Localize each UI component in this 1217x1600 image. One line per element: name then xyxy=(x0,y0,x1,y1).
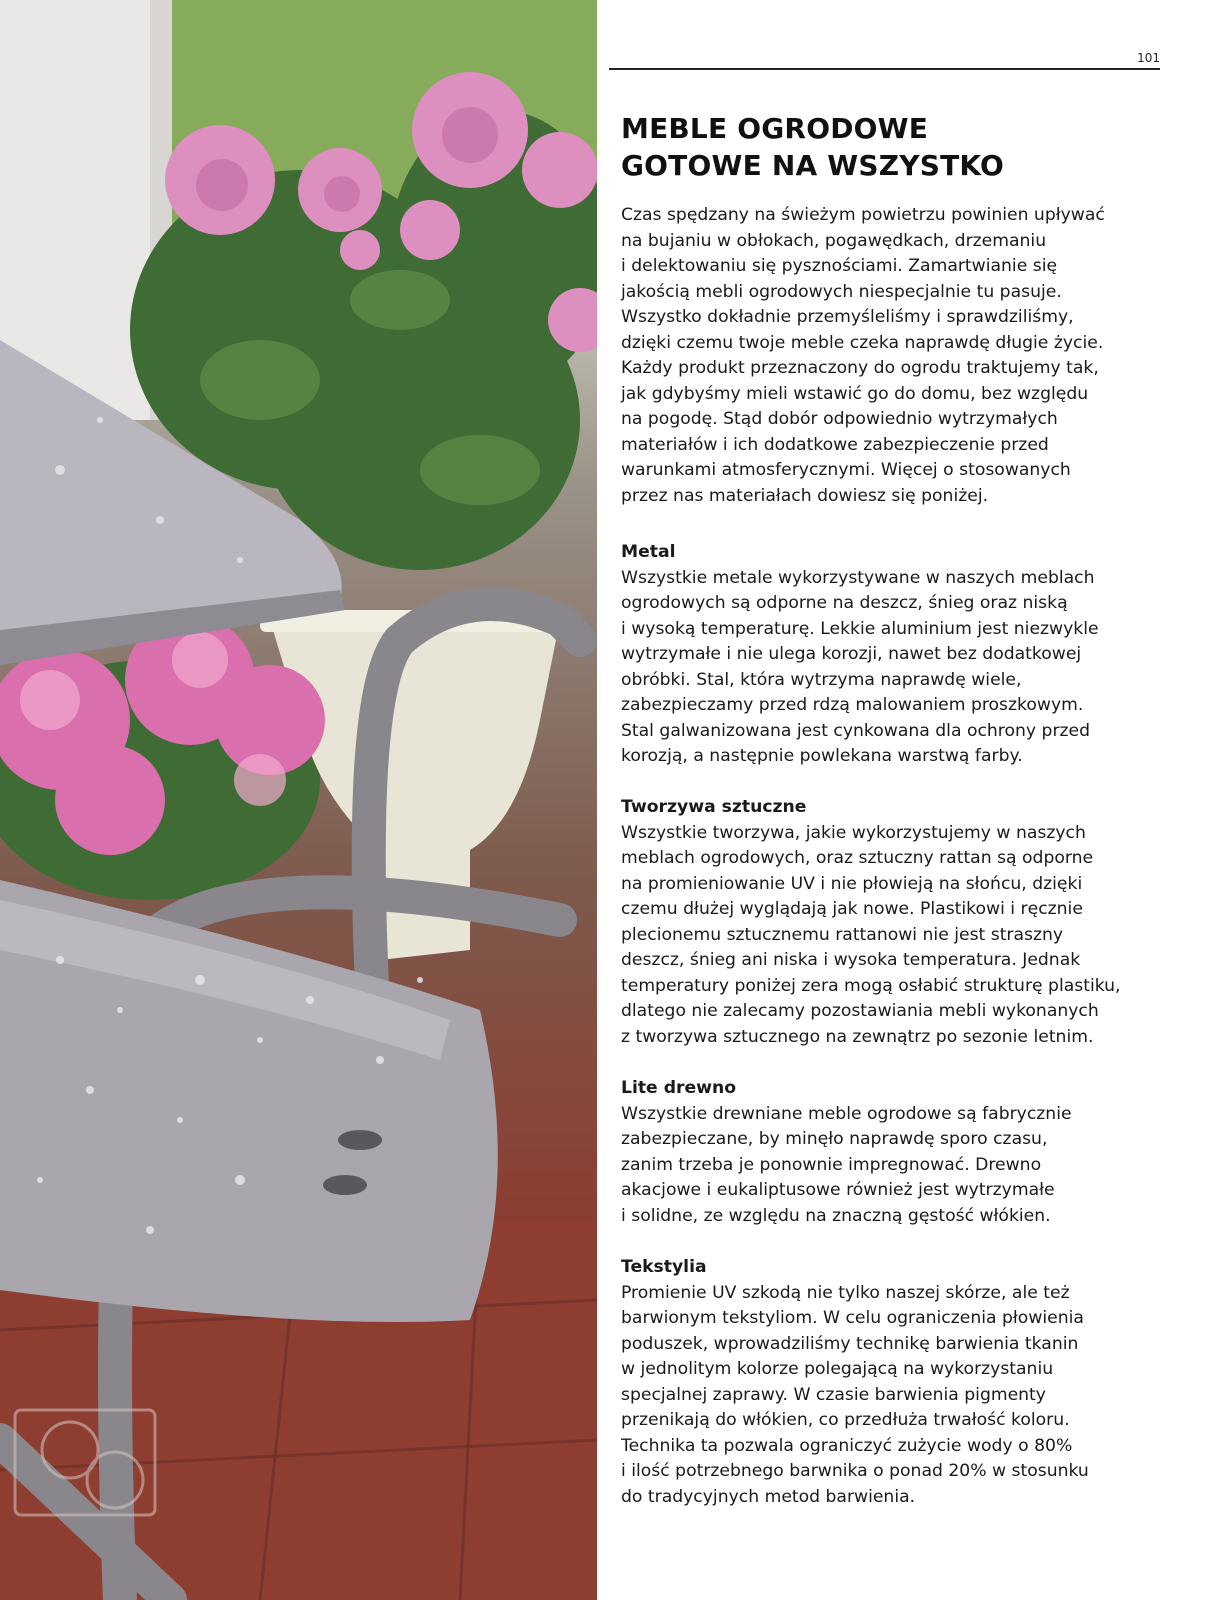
section-line: w jednolitym kolorze polegającą na wykorzystaniu xyxy=(621,1359,1054,1379)
section-line: przenikają do włókien, co przedłuża trwałość koloru. xyxy=(621,1410,1070,1430)
intro-line: jakością mebli ogrodowych niespecjalnie tu pasuje. xyxy=(621,281,1062,302)
section-line: do tradycyjnych metod barwienia. xyxy=(621,1486,916,1507)
section-line: deszcz, śnieg ani niska i wysoka temperatura. Jednak xyxy=(621,950,1081,970)
intro-paragraph xyxy=(621,203,1181,509)
intro-line: na pogodę. Stąd dobór odpowiednio wytrzymałych xyxy=(621,409,1058,429)
section-line: barwionym tekstyliom. W celu ograniczenia płowienia xyxy=(621,1308,1084,1328)
header-rule xyxy=(609,68,1160,70)
intro-line: jak gdybyśmy mieli wstawić go do domu, bez względu xyxy=(621,383,1089,404)
intro-line: warunkami atmosferycznymi. Więcej o stosowanych xyxy=(621,460,1071,480)
section-textiles xyxy=(621,1255,1181,1510)
garden-furniture-photo xyxy=(0,0,597,1600)
intro-line: dzięki czemu twoje meble czeka naprawdę długie życie. xyxy=(621,332,1104,353)
section-line: poduszek, wprowadziliśmy technikę barwienia tkanin xyxy=(621,1333,1079,1354)
intro-line: na bujaniu w obłokach, pogawędkach, drzemaniu xyxy=(621,230,1047,251)
intro-line: i delektowaniu się pysznościami. Zamartwianie się xyxy=(621,256,1058,276)
section-line: i wysoką temperaturę. Lekkie aluminium jest niezwykle xyxy=(621,618,1099,639)
section-line: Technika ta pozwala ograniczyć zużycie wody o 80% xyxy=(621,1435,1073,1456)
intro-line: Czas spędzany na świeżym powietrzu powinien upływać xyxy=(621,205,1105,225)
section-line: Wszystkie metale wykorzystywane w naszych meblach xyxy=(621,567,1095,588)
section-wood xyxy=(621,1076,1181,1229)
section-line: z tworzywa sztucznego na zewnątrz po sezonie letnim. xyxy=(621,1026,1094,1047)
section-line: Stal galwanizowana jest cynkowana dla ochrony przed xyxy=(621,720,1091,741)
section-line: meblach ogrodowych, oraz sztuczny rattan są odporne xyxy=(621,848,1094,868)
section-line: wytrzymałe i nie ulega korozji, nawet bez dodatkowej xyxy=(621,644,1082,664)
section-line: Wszystkie drewniane meble ogrodowe są fabrycznie xyxy=(621,1103,1072,1124)
section-heading: Tekstylia xyxy=(621,1257,707,1277)
section-line: zabezpieczane, by minęło naprawdę sporo czasu, xyxy=(621,1129,1048,1149)
intro-line: Wszystko dokładnie przemyśleliśmy i sprawdziliśmy, xyxy=(621,307,1074,327)
page-title xyxy=(621,110,1181,184)
section-line: Promienie UV szkodą nie tylko naszej skórze, ale też xyxy=(621,1282,1070,1303)
section-line: korozją, a następnie powlekana warstwą farby. xyxy=(621,746,1023,766)
section-line: zabezpieczamy przed rdzą malowaniem proszkowym. xyxy=(621,695,1084,715)
photo-illustration xyxy=(0,0,597,1600)
title-line-2: GOTOWE NA WSZYSTKO xyxy=(621,149,1005,182)
section-line: plecionemu sztucznemu rattanowi nie jest straszny xyxy=(621,924,1064,945)
section-line: temperatury poniżej zera mogą osłabić strukturę plastiku, xyxy=(621,975,1121,996)
section-line: zanim trzeba je ponownie impregnować. Drewno xyxy=(621,1154,1042,1175)
section-line: dlatego nie zalecamy pozostawiania mebli wykonanych xyxy=(621,1001,1099,1021)
section-line: specjalnej zaprawy. W czasie barwienia pigmenty xyxy=(621,1384,1046,1405)
intro-line: materiałów i ich dodatkowe zabezpieczenie przed xyxy=(621,434,1049,455)
page-number: 101 xyxy=(1137,51,1160,65)
section-line: czemu dłużej wyglądają jak nowe. Plastikowi i ręcznie xyxy=(621,899,1083,919)
section-heading: Tworzywa sztuczne xyxy=(621,797,807,817)
section-metal xyxy=(621,540,1181,770)
section-line: i ilość potrzebnego barwnika o ponad 20% w stosunku xyxy=(621,1461,1089,1481)
intro-line: przez nas materiałach dowiesz się poniżej. xyxy=(621,485,989,506)
section-heading: Metal xyxy=(621,542,676,562)
title-line-1: MEBLE OGRODOWE xyxy=(621,112,929,145)
section-heading: Lite drewno xyxy=(621,1078,737,1098)
section-line: Wszystkie tworzywa, jakie wykorzystujemy w naszych xyxy=(621,822,1086,843)
section-line: ogrodowych są odporne na deszcz, śnieg oraz niską xyxy=(621,593,1068,613)
section-plastics xyxy=(621,795,1181,1050)
intro-line: Każdy produkt przeznaczony do ogrodu traktujemy tak, xyxy=(621,358,1099,378)
section-line: na promieniowanie UV i nie płowieją na słońcu, dzięki xyxy=(621,873,1083,894)
section-line: akacjowe i eukaliptusowe również jest wytrzymałe xyxy=(621,1180,1055,1200)
section-line: obróbki. Stal, która wytrzyma naprawdę wiele, xyxy=(621,669,1022,690)
section-line: i solidne, ze względu na znaczną gęstość włókien. xyxy=(621,1205,1051,1226)
